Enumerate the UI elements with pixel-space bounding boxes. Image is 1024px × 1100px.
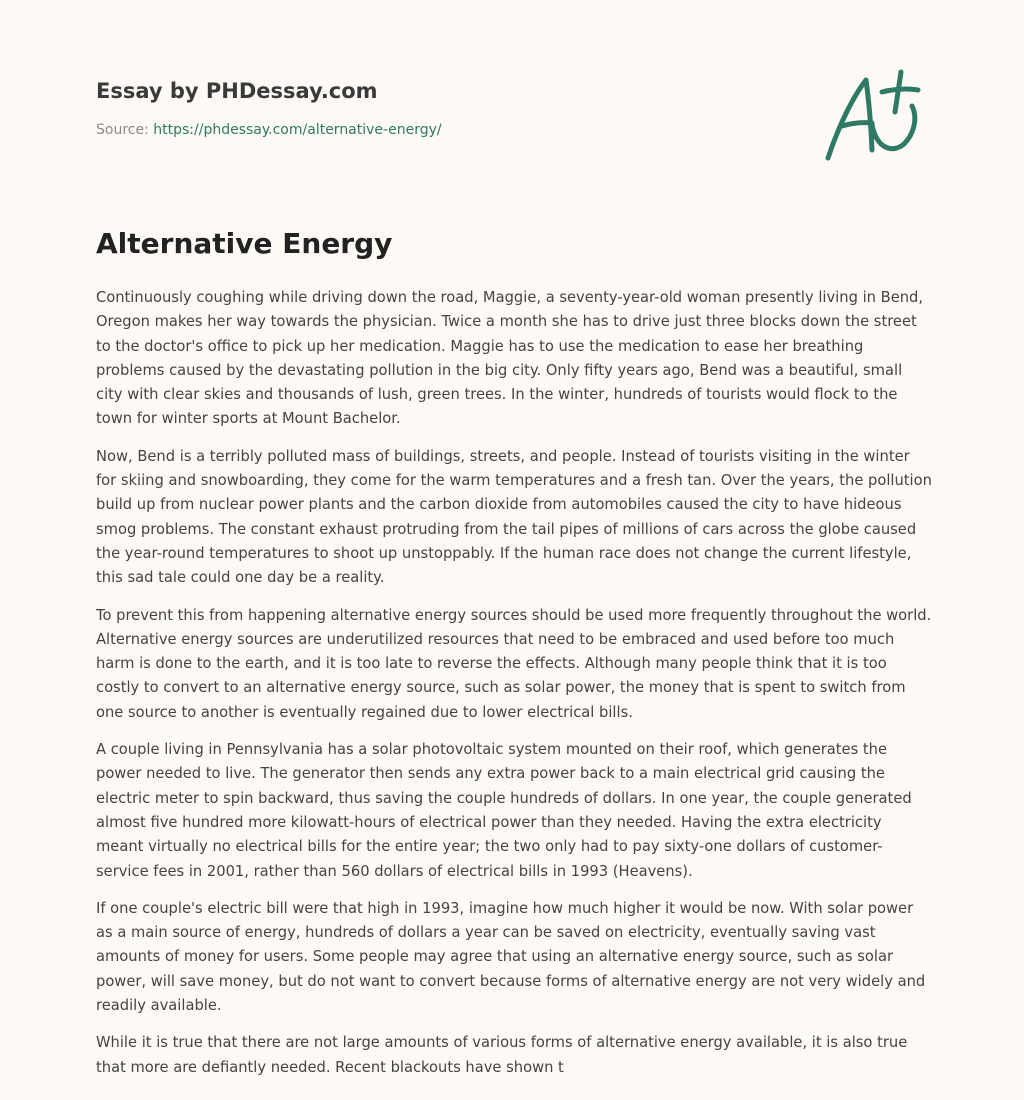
essay-body (96, 286, 932, 1093)
site-title: Essay by PHDessay.com (96, 79, 378, 103)
page-header (96, 78, 616, 139)
essay-paragraph: A couple living in Pennsylvania has a solar photovoltaic system mounted on their roof, which generates the power needed to live. The generator then sends any extra power back to a main electrical grid causing the electric meter to spin backward, thus saving the couple hundreds of dollars. In one year, the couple generated almost five hundred more kilowatt-hours of electrical power than they needed. Having the extra electricity meant virtually no electrical bills for the entire year; the two only had to pay sixty-one dollars of customer-service fees in 2001, rather than 560 dollars of electrical bills in 1993 (Heavens). (96, 741, 912, 880)
essay-paragraph: While it is true that there are not large amounts of various forms of alternative energy available, it is also true that more are defiantly needed. Recent blackouts have shown t (96, 1034, 908, 1076)
essay-paragraph: Now, Bend is a terribly polluted mass of buildings, streets, and people. Instead of tourists visiting in the winter for skiing and snowboarding, they come for the warm temperatures and a fresh tan. Over the years, the pollution build up from nuclear power plants and the carbon dioxide from automobiles caused the city to have hideous smog problems. The constant exhaust protruding from the tail pipes of millions of cars across the globe caused the year-round temperatures to shoot up unstoppably. If the human race does not change the current lifestyle, this sad tale could one day be a reality. (96, 447, 932, 587)
source-label: Source: (96, 122, 149, 138)
source-line (96, 121, 616, 139)
essay-paragraph: If one couple's electric bill were that high in 1993, imagine how much higher it would be now. With solar power as a main source of energy, hundreds of dollars a year can be saved on electricity, eventually saving vast amounts of money for users. Some people may agree that using an alternative energy source, such as solar power, will save money, but do not want to convert because forms of alternative energy are not very widely and readily available. (96, 899, 926, 1015)
a-plus-grade-logo-icon (822, 68, 926, 164)
source-link[interactable]: https://phdessay.com/alternative-energy/ (153, 122, 442, 138)
essay-paragraph: To prevent this from happening alternative energy sources should be used more frequently throughout the world. Alternative energy sources are underutilized resources that need to be embraced and used before too much harm is done to the earth, and it is too late to reverse the effects. Although many people think that it is too costly to convert to an alternative energy source, such as solar power, the money that is spent to switch from one source to another is eventually regained due to lower electrical bills. (96, 606, 932, 721)
essay-paragraph: Continuously coughing while driving down the road, Maggie, a seventy-year-old woman presently living in Bend, Oregon makes her way towards the physician. Twice a month she has to drive just three blocks down the street to the doctor's office to pick up her medication. Maggie has to use the medication to ease her breathing problems caused by the devastating pollution in the big city. Only fifty years ago, Bend was a beautiful, small city with clear skies and thousands of lush, green trees. In the winter, hundreds of tourists would flock to the town for winter sports at Mount Bachelor. (96, 289, 924, 428)
essay-title: Alternative Energy (96, 227, 393, 260)
